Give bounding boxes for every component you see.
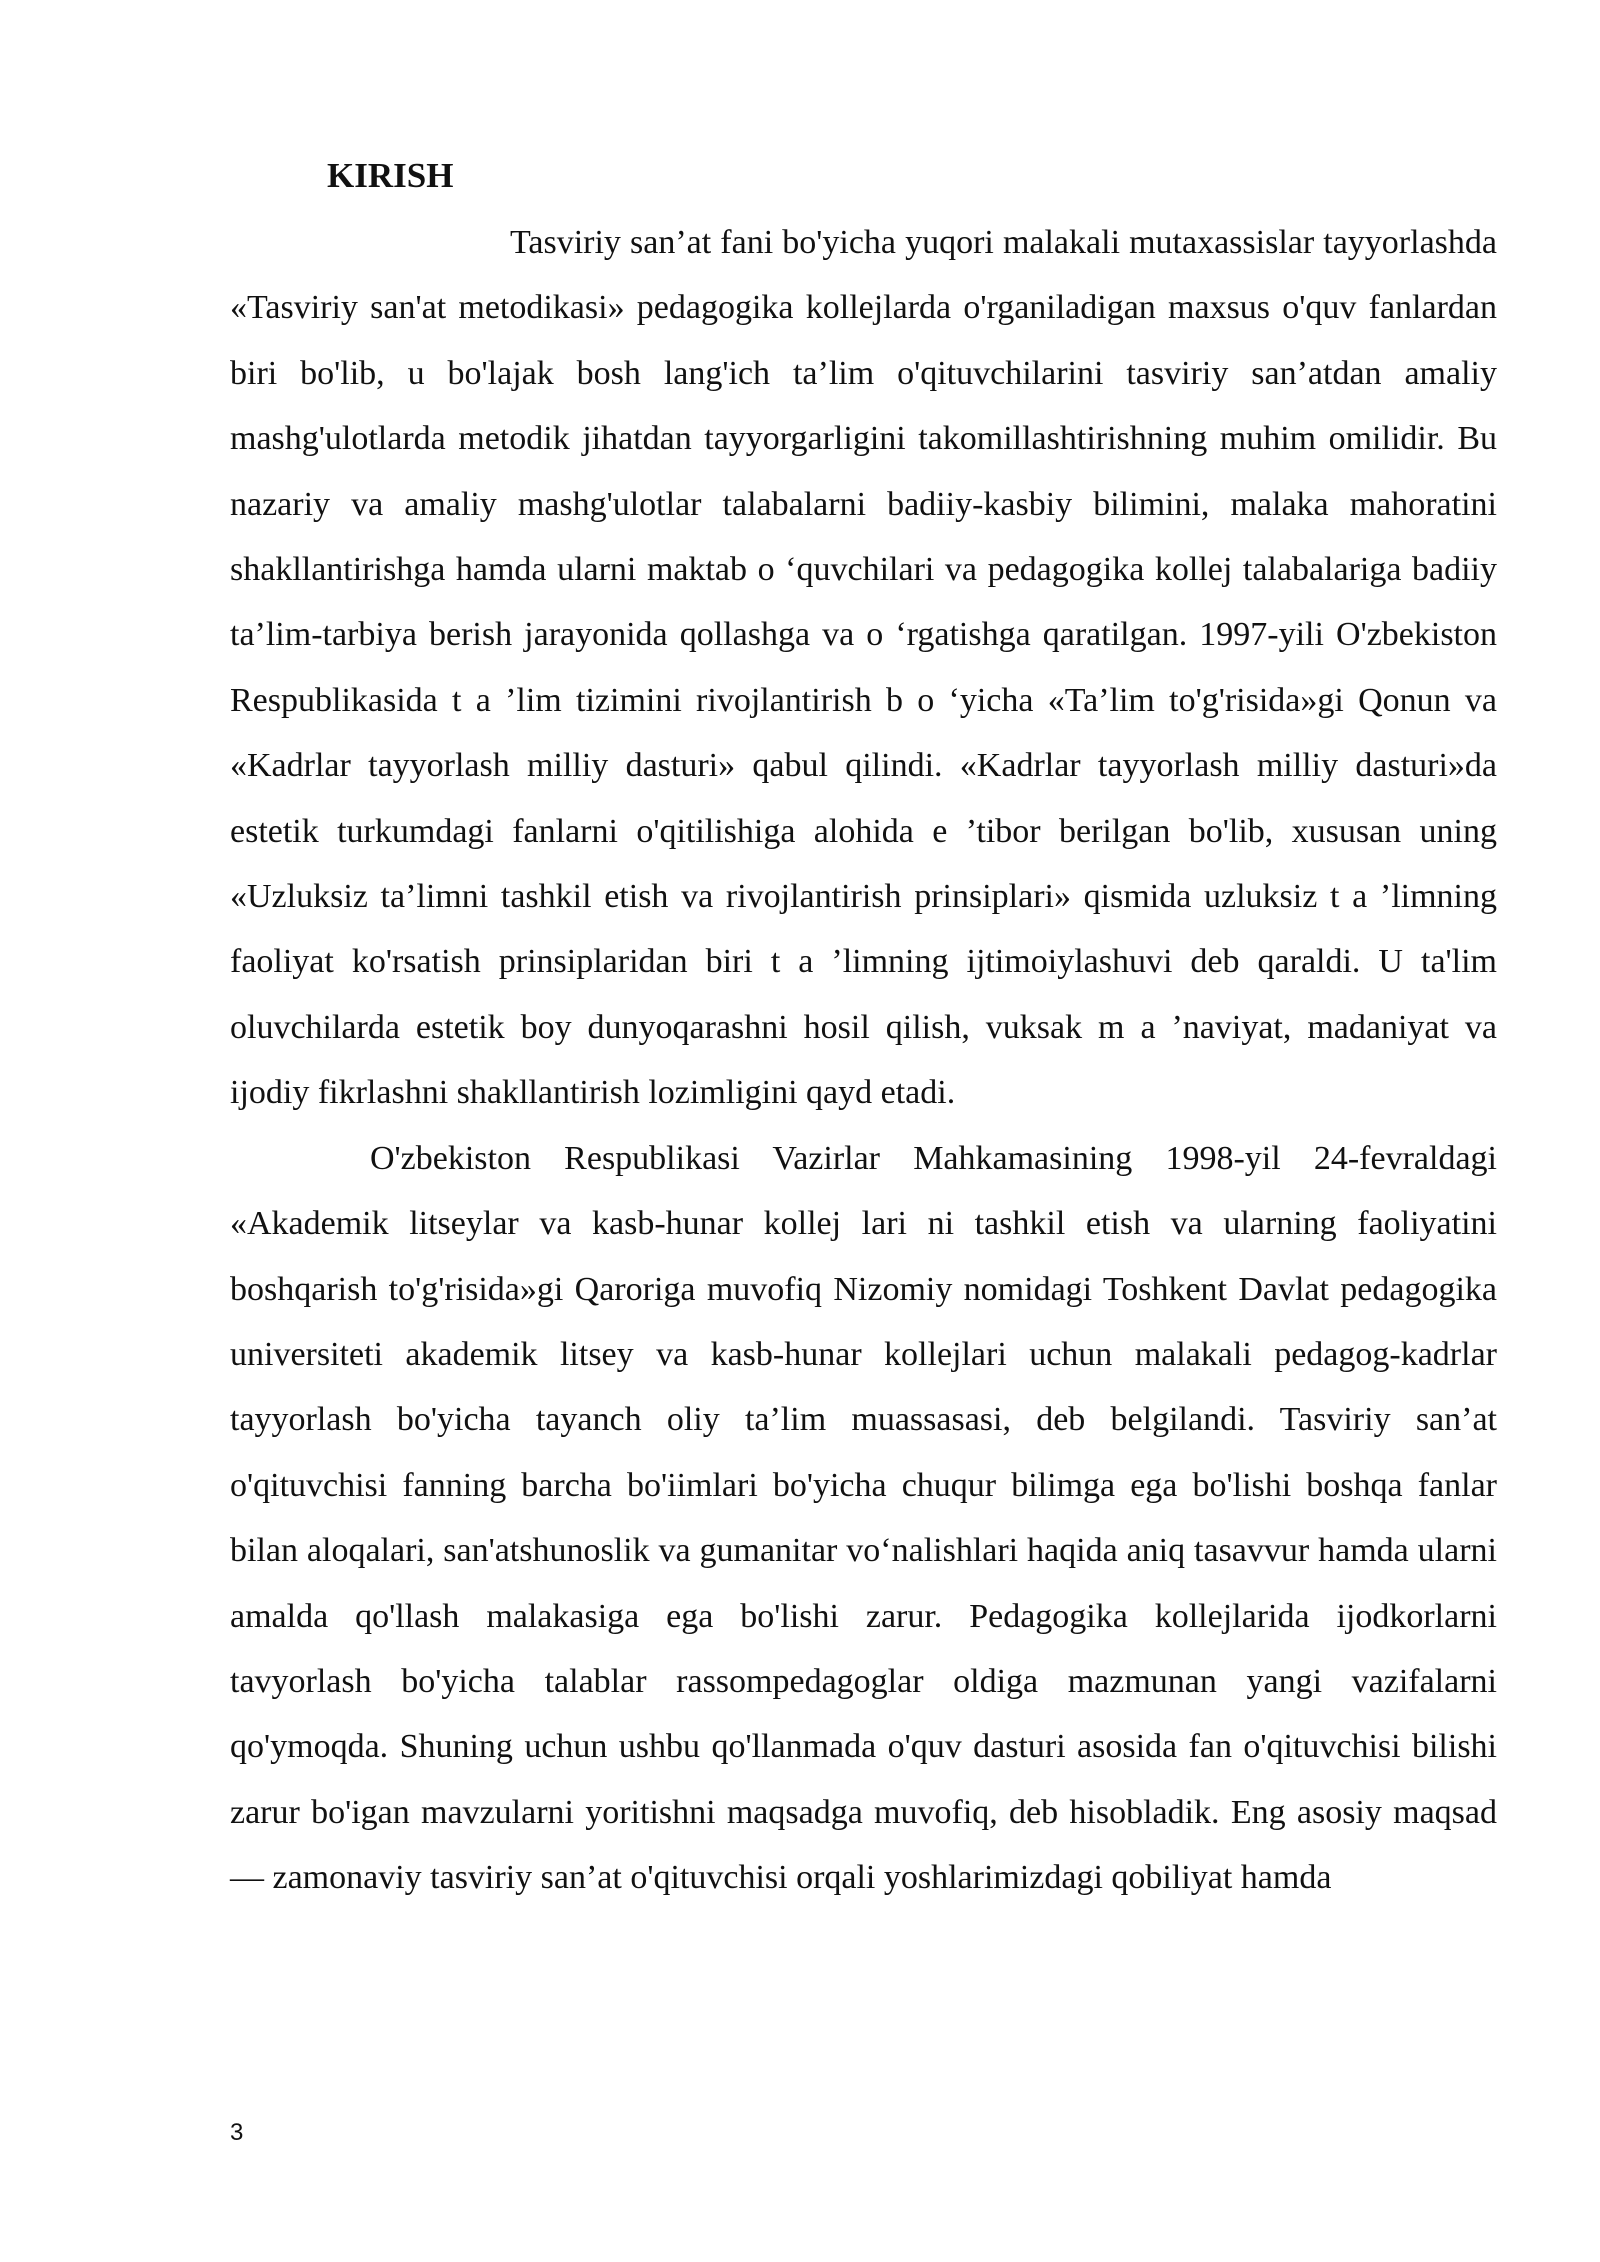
body-text xyxy=(230,210,1497,1911)
section-heading: KIRISH xyxy=(327,156,454,195)
paragraph-decree: O'zbekiston Respublikasi Vazirlar Mahkamasining 1998-yil 24-fevraldagi «Akademik litseylar va kasb-hunar kollej lari ni tashkil etish va ularning faoliyatini boshqarish to'g'risida»gi Qaroriga muvofiq Nizomiy nomidagi Toshkent Davlat pedagogika universiteti akademik litsey va kasb-hunar kollejlari uchun malakali pedagog-kadrlar tayyorlash bo'yicha tayanch oliy ta’lim muassasasi, deb belgilandi. Tasviriy san’at o'qituvchisi fanning barcha bo'iimlari bo'yicha chuqur bilimga ega bo'lishi boshqa fanlar bilan aloqalari, san'atshunoslik va gumanitar vo‘nalishlari haqida aniq tasavvur hamda ularni amalda qo'llash malakasiga ega bo'lishi zarur. Pedagogika kollejlarida ijodkorlarni tavyorlash bo'yicha talablar rassompedagoglar oldiga mazmunan yangi vazifalarni qo'ymoqda. Shuning uchun ushbu qo'llanmada o'quv dasturi asosida fan o'qituvchisi bilishi zarur bo'igan mavzularni yoritishni maqsadga muvofiq, deb hisobladik. Eng asosiy maqsad — zamonaviy tasviriy san’at o'qituvchisi orqali yoshlarimizdagi qobiliyat hamda xyxy=(230,1139,1497,1897)
paragraph-intro: Tasviriy san’at fani bo'yicha yuqori malakali mutaxassislar tayyorlashda «Tasviriy san'at metodikasi» pedagogika kollejlarda o'rganiladigan maxsus o'quv fanlardan biri bo'lib, u bo'lajak bosh lang'ich ta’lim o'qituvchilarini tasviriy san’atdan amaliy mashg'ulotlarda metodik jihatdan tayyorgarligini takomillashtirishning muhim omilidir. Bu nazariy va amaliy mashg'ulotlar talabalarni badiiy-kasbiy bilimini, malaka mahoratini shakllantirishga hamda ularni maktab o ‘quvchilari va pedagogika kollej talabalariga badiiy ta’lim-tarbiya berish jarayonida qollashga va o ‘rgatishga qaratilgan. 1997-yili O'zbekiston Respublikasida t a ’lim tizimini rivojlantirish b o ‘yicha «Ta’lim to'g'risida»gi Qonun va «Kadrlar tayyorlash milliy dasturi» qabul qilindi. «Kadrlar tayyorlash milliy dasturi»da estetik turkumdagi fanlarni o'qitilishiga alohida e ’tibor berilgan bo'lib, xususan uning «Uzluksiz ta’limni tashkil etish va rivojlantirish prinsiplari» qismida uzluksiz t a ’limning faoliyat ko'rsatish prinsiplaridan biri t a ’limning ijtimoiylashuvi deb qaraldi. U ta'lim oluvchilarda estetik boy dunyoqarashni hosil qilish, vuksak m a ’naviyat, madaniyat va ijodiy fikrlashni shakllantirish lozimligini qayd etadi. xyxy=(230,224,1497,1112)
page-number: 3 xyxy=(230,2119,244,2146)
